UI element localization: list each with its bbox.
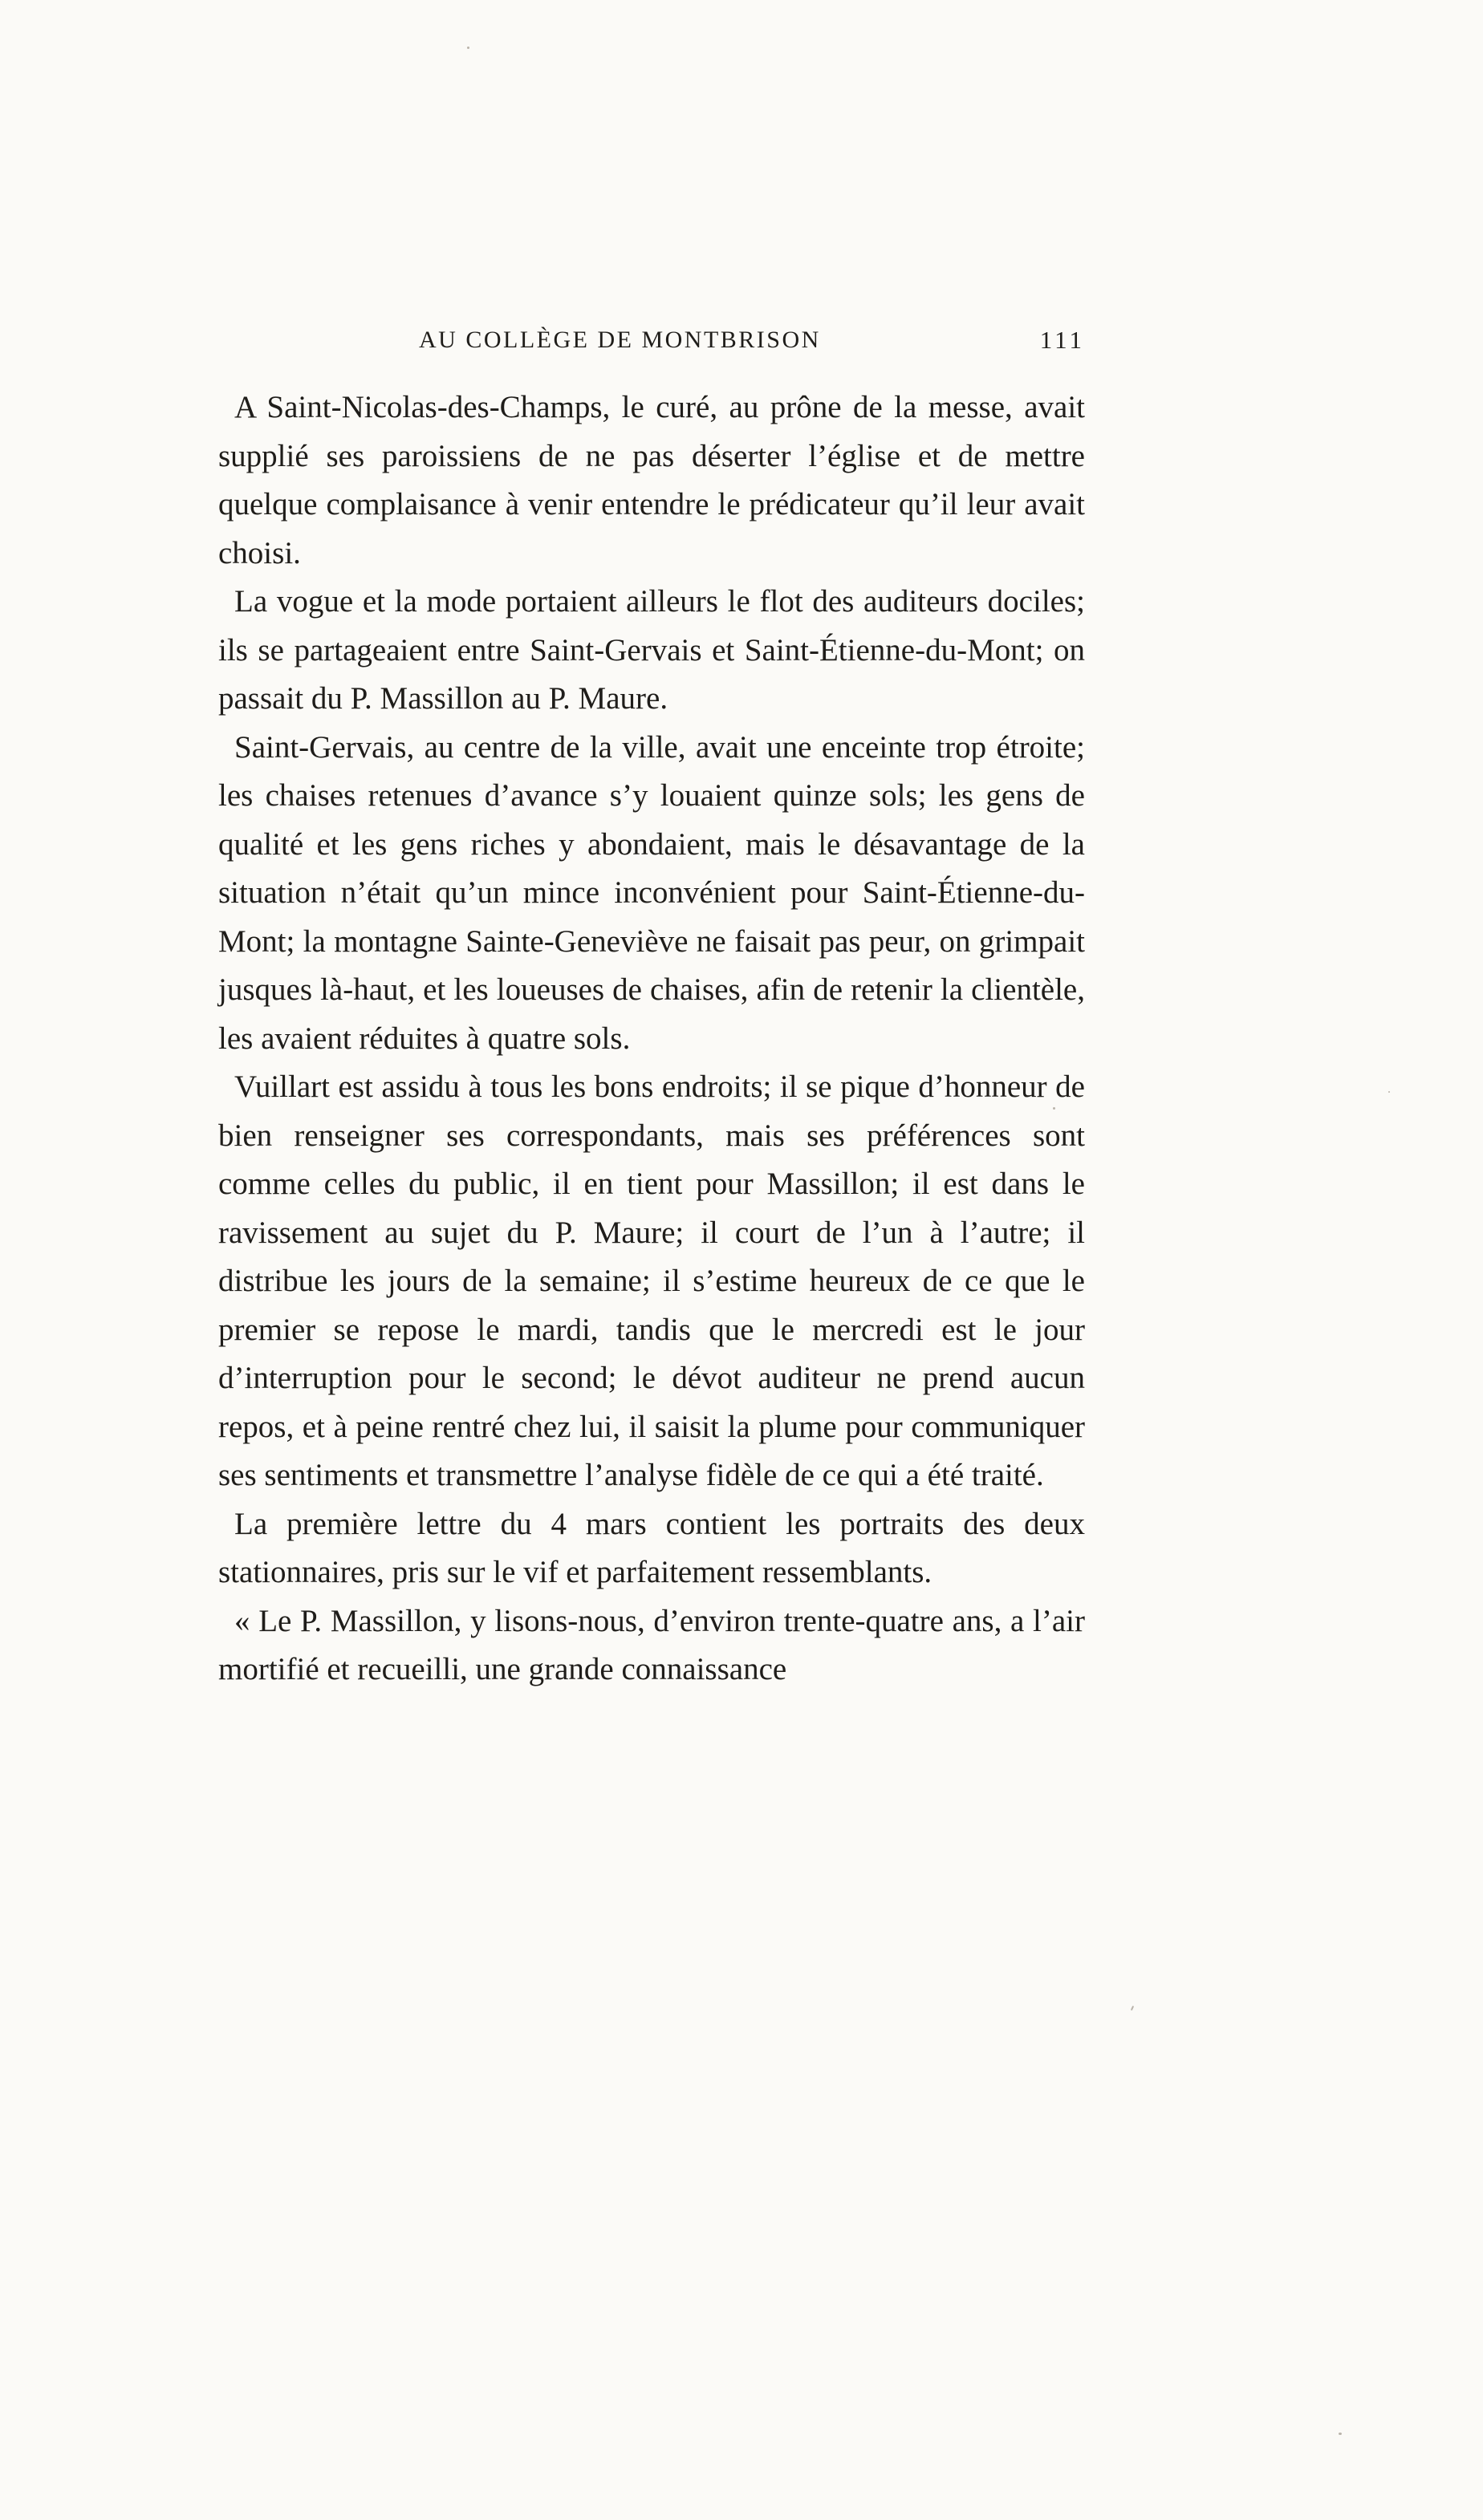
paper-speck	[1131, 2006, 1134, 2011]
body-text	[218, 383, 1085, 1694]
paper-speck	[467, 47, 469, 49]
paper-speck	[1053, 1107, 1055, 1110]
running-title: AU COLLÈGE DE MONTBRISON	[419, 327, 821, 353]
paragraph-massillon-quote: « Le P. Massillon, y lisons-nous, d’environ trente-quatre ans, a l’air mortifié et recueilli, une grande connaissance	[218, 1603, 1085, 1686]
paragraph-la-vogue: La vogue et la mode portaient ailleurs le flot des auditeurs dociles; ils se partageaient entre Saint-Gervais et Saint-Étienne-du-Mont; on passait du P. Massillon au P. Maure.	[218, 584, 1085, 716]
paper-speck	[1339, 2433, 1342, 2435]
paragraph-saint-nicolas: A Saint-Nicolas-des-Champs, le curé, au prône de la messe, avait supplié ses paroissiens de ne pas déserter l’église et de mettre quelque complaisance à venir entendre le prédicateur qu’il leur avait choisi.	[218, 390, 1085, 570]
paragraph-vuillart: Vuillart est assidu à tous les bons endroits; il se pique d’honneur de bien renseigner ses correspondants, mais ses préférences sont comme celles du public, il en tient pour Massillon; il est dans le ravissement au sujet du P. Maure; il court de l’un à l’autre; il distribue les jours de la semaine; il s’estime heureux de ce que le premier se repose le mardi, tandis que le mercredi est le jour d’interruption pour le second; le dévot auditeur ne prend aucun repos, et à peine rentré chez lui, il saisit la plume pour communiquer ses sentiments et transmettre l’analyse fidèle de ce qui a été traité.	[218, 1069, 1085, 1492]
paper-speck	[1388, 1091, 1390, 1093]
paragraph-saint-gervais: Saint-Gervais, au centre de la ville, avait une enceinte trop étroite; les chaises retenues d’avance s’y louaient quinze sols; les gens de qualité et les gens riches y abondaient, mais le désavantage de la situation n’était qu’un mince inconvénient pour Saint-Étienne-du-Mont; la montagne Sainte-Geneviève ne faisait pas peur, on grimpait jusques là-haut, et les loueuses de chaises, afin de retenir la clientèle, les avaient réduites à quatre sols.	[218, 729, 1085, 1056]
paragraph-premiere-lettre: La première lettre du 4 mars contient les portraits des deux stationnaires, pris sur le vif et parfaitement ressemblants.	[218, 1506, 1085, 1589]
page-number: 111	[1039, 326, 1085, 354]
running-head	[218, 324, 1085, 372]
